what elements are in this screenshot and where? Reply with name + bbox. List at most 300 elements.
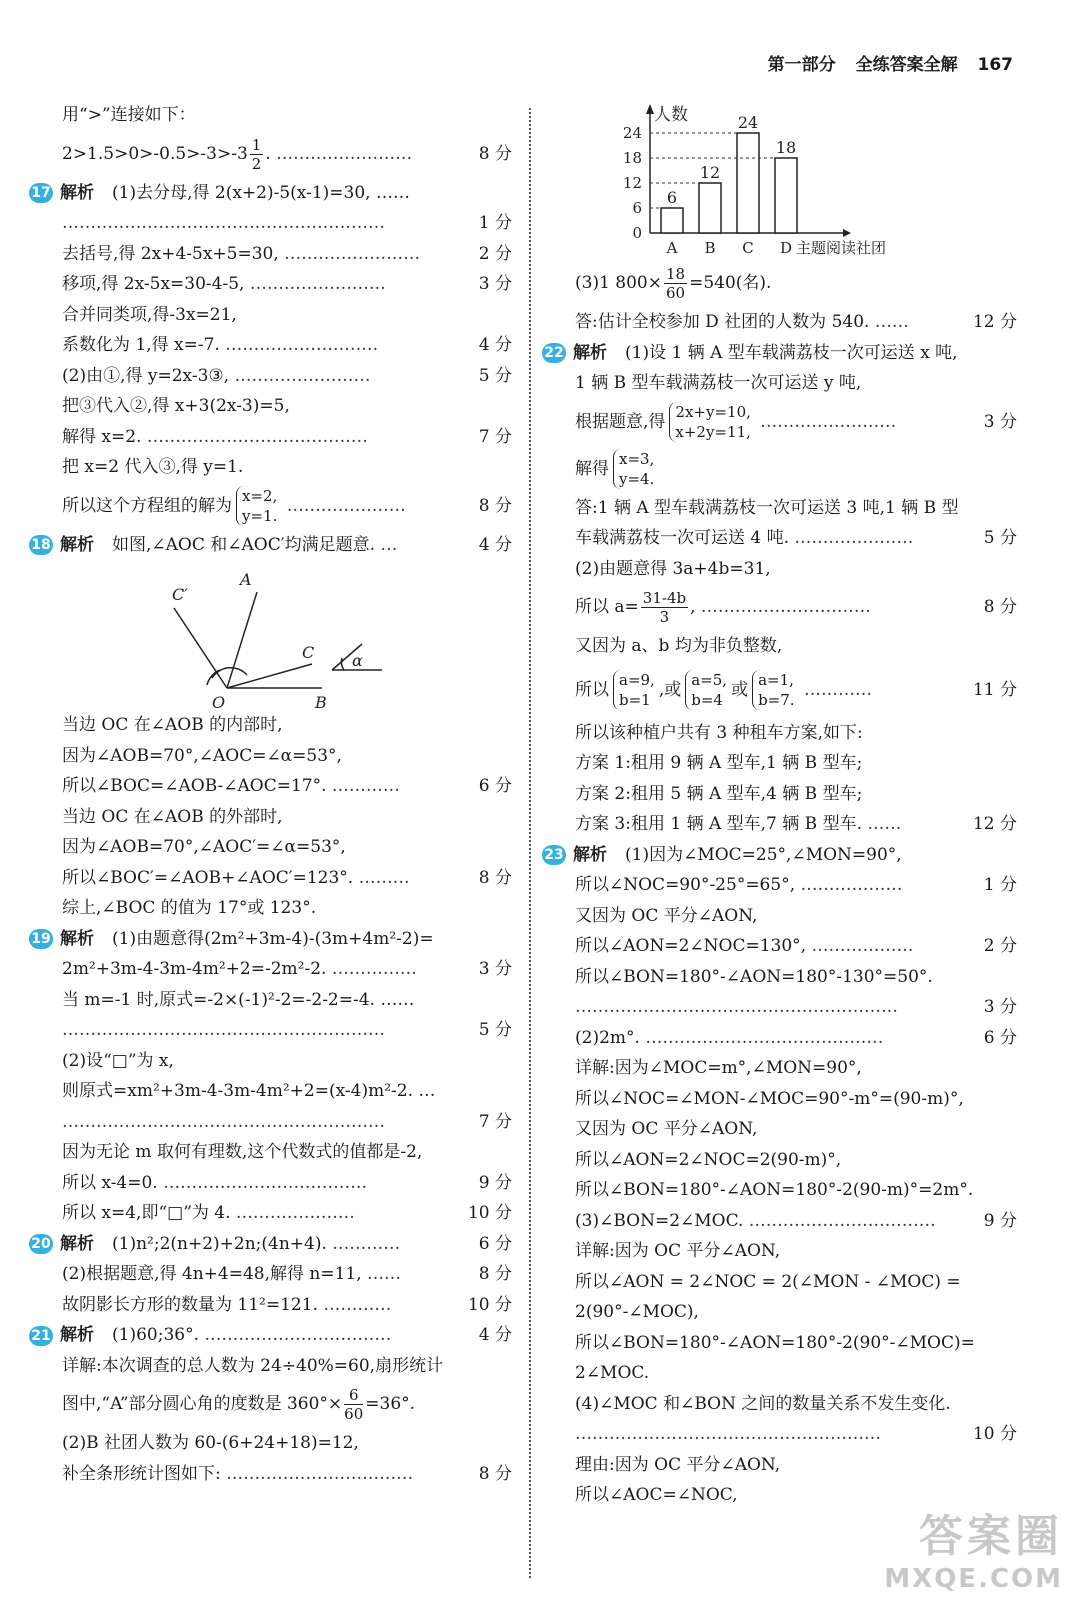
text-line [62,1137,512,1168]
score-label: 5 分 [983,528,1017,548]
text-line [575,446,1017,493]
text-line [575,1236,1017,1267]
line-text: 去括号,得 2x+4-5x+5=30, [62,243,279,264]
left-column [31,100,512,1489]
text-line [575,1206,1017,1237]
text-line [575,901,1017,932]
text-line [62,300,512,331]
text-line [62,1168,512,1199]
angle-label-b: B [315,693,327,710]
dot-leader: … [375,534,398,555]
dot-leader: …………………………………… [639,1027,884,1048]
text-line [575,1053,1017,1084]
text-line [62,391,512,422]
dot-leader: …………………… [270,143,413,164]
score-label: 8 分 [478,495,512,516]
text-line [62,483,512,530]
x-axis-label: 主题阅读社团 [796,239,887,257]
bar-value-label: 18 [775,138,797,157]
text-line [31,1320,512,1351]
line-text: (4)∠MOC 和∠BON 之间的数量关系不发生变化. [575,1393,951,1414]
equation-line: a=9, [619,671,655,689]
line-text: 所以∠NOC=∠MON-∠MOC=90°-m°=(90-m)°, [575,1088,964,1109]
analysis-keyword: 解析 [573,844,607,865]
line-text: 用“>”连接如下： [62,105,196,125]
text-line [62,361,512,392]
x-tick-label: D [779,239,793,257]
line-text: 如图,∠AOC 和∠AOC′均满足题意. [112,534,376,555]
line-text: ,或 [658,679,682,700]
line-text: 当边 OC 在∠AOB 的内部时, [62,715,283,735]
equation-line: x+2y=11, [675,423,751,441]
text-line [62,1046,512,1077]
ray-oa [227,592,257,688]
ray-oc-prime [174,608,227,688]
dot-leader: …………………………… [220,1463,414,1484]
line-text: 所以∠BOC′=∠AOB+∠AOC′=123°. [62,867,354,888]
text-line [575,1084,1017,1115]
dot-leader: …………… [326,959,417,979]
line-text: 因为∠AOB=70°,∠AOC′=∠α=53°, [62,837,346,857]
fraction-numerator: 1 [251,135,262,154]
bar-value-label: 24 [737,113,759,132]
score-label: 4 分 [478,335,512,355]
score-label: 9 分 [983,1210,1017,1231]
dot-leader: ………………………………………………… [62,1111,385,1132]
angle-arc [212,668,247,678]
right-column [544,100,1017,1511]
text-line [575,931,1017,962]
text-line [62,1459,512,1490]
line-text: (3)∠BON=2∠MOC. [575,1210,744,1231]
line-text: 理由:因为 OC 平分∠AON, [575,1454,781,1475]
equation-line: b=7. [758,691,795,709]
fraction [344,1386,363,1423]
text-line [575,631,1017,662]
dot-leader: ……………………………… [157,1172,368,1193]
score-label: 8 分 [478,143,512,164]
equation-line: x=3, [619,450,655,468]
score-label: 12 分 [972,814,1017,834]
line-text: 故阴影长方形的数量为 11²=121. [62,1294,318,1315]
watermark-logo [884,1500,1063,1594]
analysis-keyword: 解析 [60,534,94,555]
fraction-denominator: 2 [251,154,262,173]
line-text: 2(90°-∠MOC), [575,1302,699,1322]
text-line [575,1297,1017,1328]
dot-leader: ………… [317,1294,392,1315]
text-line [62,330,512,361]
line-text: 移项,得 2x-5x=30-4-5, [62,274,245,294]
x-tick-label: C [742,239,754,257]
analysis-keyword: 解析 [573,342,607,363]
text-line [62,131,512,178]
line-text: 方案 2:租用 5 辆 A 型车,4 辆 B 型车; [575,783,863,804]
equation-system [752,670,794,710]
dot-leader: ……………… [795,875,903,895]
line-text: 答:估计全校参加 D 社团的人数为 540. [575,312,870,332]
line-text: 当边 OC 在∠AOB 的外部时, [62,806,283,827]
text-line [62,269,512,300]
line-text: 车载满荔枝一次可运送 4 吨. [575,528,790,548]
text-line [62,1107,512,1138]
text-line [62,239,512,270]
text-line [31,178,512,209]
line-text: 把 x=2 代入③,得 y=1. [62,457,244,477]
y-tick-label: 6 [632,199,642,217]
text-line [575,1389,1017,1420]
y-tick-label: 18 [622,149,642,167]
header-title: 全练答案全解 [855,55,958,75]
dot-leader: …… [869,312,909,332]
line-text: 或 [731,679,749,700]
line-text: 所以∠AOC=∠NOC, [575,1485,738,1505]
equation-line: y=1. [242,507,278,525]
text-line [62,893,512,924]
text-line [62,985,512,1016]
angle-label-a: A [240,570,252,589]
score-label: 6 分 [478,1233,512,1254]
score-label: 6 分 [983,1027,1017,1048]
score-label: 12 分 [972,312,1017,332]
line-text: (1)由题意得(2m²+3m-4)-(3m+4m²-2)= [112,928,434,949]
y-axis-label: 人数 [654,105,688,125]
text-line [575,748,1017,779]
dot-leader: …………………… [278,243,421,264]
x-axis-arrow [843,229,851,237]
text-line [62,832,512,863]
text-line [31,530,512,561]
y-tick-label: 24 [622,124,642,142]
dot-leader: ………………………………………………… [62,213,385,233]
text-line [575,1114,1017,1145]
score-label: 5 分 [478,1020,512,1040]
dot-leader: ………… [326,1233,401,1254]
text-line [62,208,512,239]
x-tick-label: A [666,239,678,257]
question-number-badge: 17 [29,183,53,203]
line-text: 所以∠BON=180°-∠AON=180°-2(90-m)°=2m°. [575,1180,974,1200]
fraction-denominator: 60 [344,1405,364,1423]
line-text: (2)B 社团人数为 60-(6+24+18)=12, [62,1433,359,1453]
score-label: 10 分 [972,1424,1017,1444]
line-text: 因为∠AOB=70°,∠AOC=∠α=53°, [62,745,342,766]
dot-leader: …………………… [229,365,371,386]
text-line [575,1450,1017,1481]
line-text: 所以 x=4,即“□”为 4. [62,1203,231,1223]
equation-line: b=1 [619,691,651,709]
dot-leader: …………………………… [743,1210,936,1231]
dot-leader: …………………… [244,274,386,294]
text-line [575,779,1017,810]
text-line [62,741,512,772]
text-line [575,260,1017,307]
text-line [575,493,1017,524]
equation-line: x=2, [242,487,278,505]
question-number-badge: 23 [542,845,566,865]
text-line [62,1015,512,1046]
line-text: 方案 1:租用 9 辆 A 型车,1 辆 B 型车; [575,753,863,773]
analysis-keyword: 解析 [60,1233,94,1254]
text-line [575,307,1017,338]
score-label: 10 分 [467,1294,512,1315]
text-line [575,662,1017,718]
line-text: 又因为 a、b 均为非负整数, [575,636,783,656]
text-line [62,954,512,985]
line-text: 所以这个方程组的解为 [62,495,232,516]
line-text: (1)去分母,得 2(x+2)-5(x-1)=30, …… [112,182,410,203]
text-line [62,1381,512,1428]
bar-D [775,158,797,233]
line-text: (1)设 1 辆 A 型车载满荔枝一次可运送 x 吨, [625,342,958,363]
text-line [575,1419,1017,1450]
text-line [575,523,1017,554]
bar-B [699,183,721,233]
line-text: 所以∠BON=180°-∠AON=180°-2(90°-∠MOC)= [575,1332,975,1353]
score-label: 3 分 [983,997,1017,1017]
text-line [575,1267,1017,1298]
equation-system [613,670,655,710]
equation-line: a=1, [758,671,794,689]
line-text: 解得 [575,458,609,479]
text-line [62,1290,512,1321]
line-text: 详解:因为 OC 平分∠AON, [575,1241,781,1261]
question-number-badge: 21 [29,1326,53,1346]
text-line [62,1428,512,1459]
fraction [250,136,264,173]
line-text: , [690,597,696,617]
score-label: 7 分 [478,426,512,447]
question-number-badge: 20 [29,1234,53,1254]
line-text: (1)因为∠MOC=25°,∠MON=90°, [625,844,902,865]
text-line [31,924,512,955]
question-number-badge: 18 [29,535,53,555]
score-label: 7 分 [478,1111,512,1132]
text-line [62,452,512,483]
line-text: 当 m=-1 时,原式=-2×(-1)²-2=-2-2=-4. …… [62,989,415,1010]
line-text: 所以∠AON = 2∠NOC = 2(∠MON - ∠MOC) = [575,1271,961,1292]
equation-system [685,670,727,710]
equation-line: y=4. [619,470,655,488]
score-label: 3 分 [983,411,1017,432]
text-line [575,1328,1017,1359]
score-label: 8 分 [983,597,1017,617]
text-line [575,870,1017,901]
text-line [575,1023,1017,1054]
text-line [62,100,512,131]
text-line [62,422,512,453]
bar-C [737,133,759,233]
text-line [575,399,1017,446]
fraction [664,265,687,302]
header-section: 第一部分 [767,55,836,75]
dot-leader: ………………… [789,528,914,548]
text-line [575,1358,1017,1389]
dot-leader: …… [861,814,902,834]
analysis-keyword: 解析 [60,182,94,203]
text-line [575,1175,1017,1206]
analysis-keyword: 解析 [60,928,94,949]
line-text: 方案 3:租用 1 辆 A 型车,7 辆 B 型车. [575,814,862,834]
line-text: 所以∠BOC=∠AOB-∠AOC=17°. [62,776,327,796]
line-text: 2>1.5>0>-0.5>-3>-3 [62,143,248,164]
text-line [575,368,1017,399]
score-label: 10 分 [467,1203,512,1223]
text-line [62,1076,512,1107]
line-text: 又因为 OC 平分∠AON, [575,905,758,926]
text-line [62,802,512,833]
page-header [754,50,1013,75]
equation-line: b=4 [691,691,723,709]
angle-figure [62,560,512,710]
line-text: . [265,143,271,164]
equation-line: a=5, [691,671,728,689]
line-text: (1)n²;2(n+2)+2n;(4n+4). [112,1233,327,1254]
line-text: 则原式=xm²+3m-4-3m-4m²+2=(x-4)m²-2. … [62,1081,436,1101]
bar-chart-svg [575,100,975,260]
equation-line: 2x+y=10, [675,403,751,421]
line-text: 所以∠BON=180°-∠AON=180°-130°=50°. [575,966,933,987]
page-number: 167 [977,55,1013,75]
line-text: =540(名). [689,273,772,293]
dot-leader: ………… [326,776,400,796]
dot-leader: …………………………… [198,1325,392,1345]
line-text: (2)由题意得 3a+4b=31, [575,558,771,579]
line-text: (2)设“□”为 x, [62,1050,174,1071]
angle-label-c: C [302,643,315,662]
score-label: 9 分 [478,1172,512,1193]
fraction-numerator: 18 [666,265,686,283]
fraction-numerator: 31-4b [642,589,687,607]
text-line [575,718,1017,749]
text-line [62,1351,512,1382]
dot-leader: ………………………………………………… [62,1020,385,1040]
y-tick-label: 12 [622,174,642,192]
text-line [544,338,1017,369]
dot-leader: ……………………………………………… [575,1424,881,1444]
score-label: 2 分 [478,243,512,264]
text-line [575,554,1017,585]
equation-system [613,449,654,489]
fraction [641,589,688,626]
score-label: 4 分 [478,1325,512,1345]
score-label: 5 分 [478,365,512,386]
ray-oc [227,664,312,688]
dot-leader: ………… [798,679,872,700]
watermark-title: 答案圈 [919,1511,1063,1562]
text-line [31,1229,512,1260]
x-tick-label: B [704,239,716,257]
text-line [62,1259,512,1290]
dot-leader: ……………… [806,936,914,956]
question-number-badge: 22 [542,343,566,363]
line-text: 所以 a= [575,597,639,617]
dot-leader: ………………………………………………… [575,997,898,1017]
line-text: 所以∠NOC=90°-25°=65°, [575,875,796,895]
score-label: 4 分 [478,534,512,555]
score-label: 1 分 [983,875,1017,895]
score-label: 3 分 [478,274,512,294]
column-divider [529,108,531,1578]
bar-A [661,208,683,233]
line-text: (2)2m°. [575,1027,640,1048]
line-text: 所以该种植户共有 3 种租车方案,如下: [575,722,863,743]
line-text: 系数化为 1,得 x=-7. [62,335,220,355]
angle-diagram [62,560,402,710]
bar-value-label: 6 [666,188,678,207]
line-text: 2m²+3m-4-3m-4m²+2=-2m²-2. [62,959,327,979]
line-text: 解得 x=2. [62,426,142,447]
text-line [575,992,1017,1023]
dot-leader: ………………………… [695,597,871,617]
score-label: 8 分 [478,867,512,888]
dot-leader: ………………… [230,1203,355,1223]
angle-label-o: O [212,693,226,710]
line-text: 所以 x-4=0. [62,1172,158,1193]
line-text: 综上,∠BOC 的值为 17°或 123°. [62,898,317,918]
dot-leader: …… [361,1264,402,1284]
watermark-url: MXQE.COM [884,1564,1063,1594]
equation-system [669,402,750,442]
text-line [575,1145,1017,1176]
line-text: 1 辆 B 型车载满荔枝一次可运送 y 吨, [575,373,862,393]
fraction-numerator: 6 [344,1386,363,1405]
text-line [62,863,512,894]
line-text: 把③代入②,得 x+3(2x-3)=5, [62,396,290,416]
y-axis-arrow [646,104,654,114]
text-line [62,710,512,741]
dot-leader: ……………………… [219,335,379,355]
line-text: (2)根据题意,得 4n+4=48,解得 n=11, [62,1264,362,1284]
text-line [575,584,1017,631]
dot-leader: …………………… [754,411,897,432]
analysis-keyword: 解析 [60,1325,94,1345]
line-text: 答:1 辆 A 型车载满荔枝一次可运送 3 吨,1 辆 B 型 [575,497,959,518]
line-text: 补全条形统计图如下: [62,1463,221,1484]
equation-system [236,486,277,526]
line-text: 详解:因为∠MOC=m°,∠MON=90°, [575,1058,862,1078]
score-label: 6 分 [478,776,512,796]
score-label: 8 分 [478,1264,512,1284]
line-text: 详解:本次调查的总人数为 24÷40%=60,扇形统计 [62,1355,444,1376]
bar-value-label: 12 [699,163,721,182]
score-label: 3 分 [478,959,512,979]
line-text: (3)1 800× [575,273,662,293]
line-text: 又因为 OC 平分∠AON, [575,1119,758,1139]
line-text: 所以∠AON=2∠NOC=2(90-m)°, [575,1149,842,1170]
text-line [575,809,1017,840]
line-text: 合并同类项,得-3x=21, [62,304,237,325]
line-text: (2)由①,得 y=2x-3③, [62,365,230,386]
y-tick-label: 0 [632,224,642,242]
dot-leader: ………………………………… [141,426,368,447]
line-text: 因为无论 m 取何有理数,这个代数式的值都是-2, [62,1142,423,1162]
line-text: 图中,“A”部分圆心角的度数是 360°× [62,1394,343,1414]
bar-chart [575,100,1017,260]
text-line [575,962,1017,993]
text-line [544,840,1017,871]
line-text: (1)60;36°. [112,1325,199,1345]
score-label: 8 分 [478,1463,512,1484]
question-number-badge: 19 [29,929,53,949]
score-label: 11 分 [972,679,1017,700]
line-text: 所以∠AON=2∠NOC=130°, [575,936,807,956]
line-text: 根据题意,得 [575,411,666,432]
text-line [62,771,512,802]
angle-label-c1: C′ [172,585,188,604]
dot-leader: ………………… [281,495,406,516]
line-text: =36°. [365,1394,416,1414]
